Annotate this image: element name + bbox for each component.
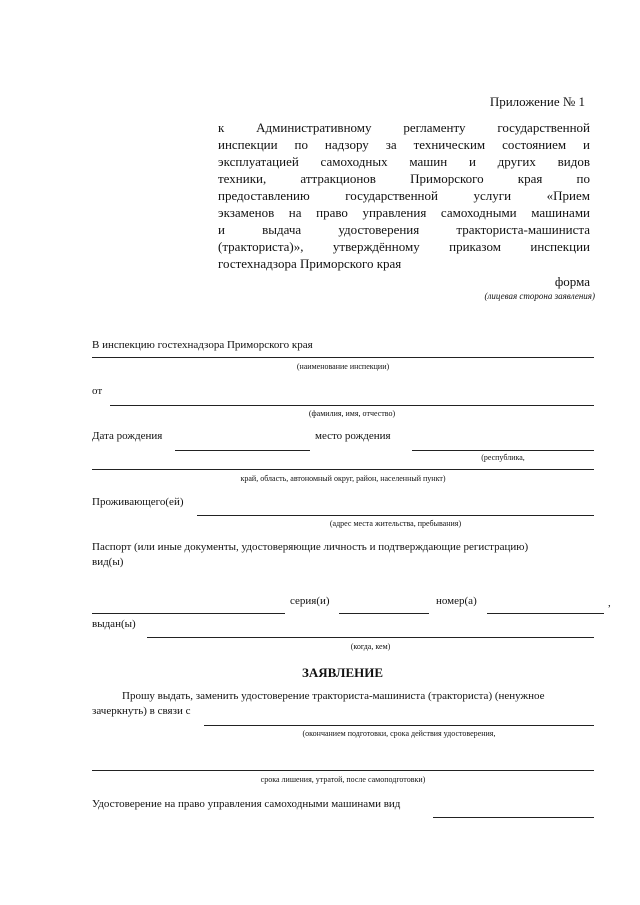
regulation-reference (218, 119, 590, 272)
number-field[interactable] (487, 613, 604, 614)
name-field[interactable] (110, 405, 594, 406)
region-caption: край, область, автономный округ, район, населенный пункт) (240, 474, 446, 483)
republic-caption: (республика, (481, 453, 525, 462)
statement-line-1: Прошу выдать, заменить удостоверение тракториста-машиниста (тракториста) (ненужное (122, 690, 545, 702)
residing-label: Проживающего(ей) (92, 496, 184, 508)
regulation-line: инспекции по надзору за техническим состоянием и (218, 137, 590, 152)
regulation-line: к Административному регламенту государственной (218, 120, 590, 135)
license-label: Удостоверение на право управления самоходными машинами вид (92, 798, 401, 810)
passport-label: Паспорт (или иные документы, удостоверяющие личность и подтверждающие регистрацию) (92, 541, 529, 553)
birth-place-label: место рождения (315, 430, 391, 442)
comma: , (608, 597, 611, 609)
birth-region-field[interactable] (92, 469, 594, 470)
regulation-line: экзаменов на право управления самоходными машинами (218, 205, 590, 220)
address-field[interactable] (197, 515, 594, 516)
birth-place-field[interactable] (412, 450, 594, 451)
number-label: номер(а) (436, 595, 477, 607)
series-label: серия(и) (290, 595, 330, 607)
passport-type-field[interactable] (92, 613, 285, 614)
regulation-line: эксплуатацией самоходных машин и других видов (218, 154, 590, 169)
issued-label: выдан(ы) (92, 618, 136, 630)
regulation-line: предоставлению государственной услуги «Прием (218, 188, 590, 203)
series-field[interactable] (339, 613, 429, 614)
inspection-caption: (наименование инспекции) (296, 362, 390, 371)
form-label: форма (554, 274, 590, 289)
regulation-line: (тракториста)», утверждённому приказом инспекции (218, 239, 590, 254)
birth-date-field[interactable] (175, 450, 310, 451)
appendix-number: Приложение № 1 (489, 94, 585, 109)
statement-title: ЗАЯВЛЕНИЕ (301, 665, 384, 680)
passport-type-label: вид(ы) (92, 556, 124, 568)
regulation-line: техники, аттракционов Приморского края по (218, 171, 590, 186)
reason-field[interactable] (204, 725, 594, 726)
side-note: (лицевая сторона заявления) (484, 291, 595, 301)
issued-field[interactable] (147, 637, 594, 638)
reason-caption-2: срока лишения, утратой, после самоподготовки) (260, 775, 426, 784)
from-label: от (92, 385, 103, 397)
birth-date-label: Дата рождения (92, 430, 163, 442)
regulation-line: и выдача удостоверения тракториста-машиниста (218, 222, 590, 237)
reason-caption-1: (окончанием подготовки, срока действия удостоверения, (302, 729, 496, 738)
license-type-field[interactable] (433, 817, 594, 818)
inspection-label: В инспекцию гостехнадзора Приморского края (92, 339, 313, 351)
issued-caption: (когда, кем) (350, 642, 391, 651)
address-caption: (адрес места жительства, пребывания) (329, 519, 462, 528)
regulation-line: гостехнадзора Приморского края (218, 256, 402, 271)
reason-field-continued[interactable] (92, 770, 594, 771)
name-caption: (фамилия, имя, отчество) (308, 409, 396, 418)
inspection-field[interactable] (92, 357, 594, 358)
statement-line-2: зачеркнуть) в связи с (92, 705, 191, 717)
